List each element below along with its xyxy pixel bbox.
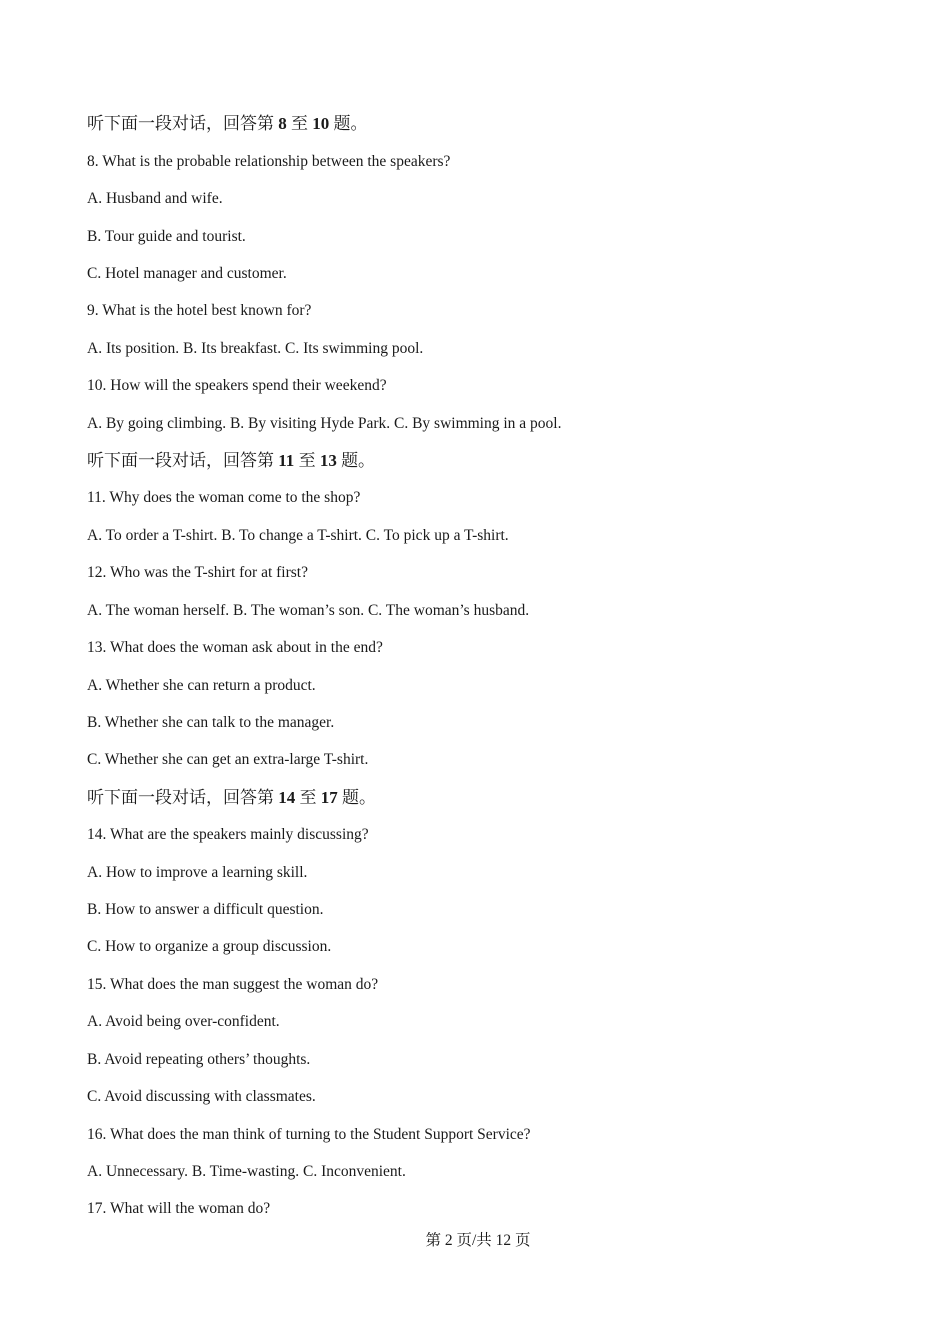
option-text: C. How to organize a group discussion. (87, 938, 332, 955)
option-text: B. Tour guide and tourist. (87, 228, 246, 245)
question-text: 13. What does the woman ask about in the end? (87, 639, 383, 656)
option-text: A. Whether she can return a product. (87, 677, 316, 694)
option-text: A. Its position. B. Its breakfast. C. Its swimming pool. (87, 340, 424, 357)
option-text: A. Unnecessary. B. Time-wasting. C. Inconvenient. (87, 1163, 406, 1180)
option-text: C. Avoid discussing with classmates. (87, 1088, 316, 1105)
question-text: 15. What does the man suggest the woman do? (87, 976, 379, 993)
question-text: 12. Who was the T-shirt for at first? (87, 564, 308, 581)
section-heading: 听下面一段对话，回答第 14 至 17 题。 (87, 788, 376, 807)
option-text: B. Whether she can talk to the manager. (87, 714, 335, 731)
option-text: A. The woman herself. B. The woman’s son. C. The woman’s husband. (87, 602, 530, 619)
question-text: 8. What is the probable relationship between the speakers? (87, 153, 451, 170)
option-text: C. Hotel manager and customer. (87, 265, 287, 282)
option-text: A. By going climbing. B. By visiting Hyde Park. C. By swimming in a pool. (87, 415, 562, 432)
section-heading: 听下面一段对话，回答第 8 至 10 题。 (87, 114, 368, 133)
option-text: A. How to improve a learning skill. (87, 864, 308, 881)
option-text: B. How to answer a difficult question. (87, 901, 324, 918)
option-text: A. Avoid being over-confident. (87, 1013, 280, 1030)
question-text: 11. Why does the woman come to the shop? (87, 489, 361, 506)
question-text: 9. What is the hotel best known for? (87, 302, 312, 319)
option-text: A. To order a T-shirt. B. To change a T-shirt. C. To pick up a T-shirt. (87, 527, 509, 544)
page-footer: 第 2 页/共 12 页 (425, 1232, 531, 1249)
question-text: 16. What does the man think of turning to the Student Support Service? (87, 1126, 531, 1143)
section-heading: 听下面一段对话，回答第 11 至 13 题。 (87, 451, 376, 470)
question-text: 10. How will the speakers spend their weekend? (87, 377, 387, 394)
option-text: B. Avoid repeating others’ thoughts. (87, 1051, 311, 1068)
question-text: 14. What are the speakers mainly discussing? (87, 826, 369, 843)
option-text: A. Husband and wife. (87, 190, 223, 207)
option-text: C. Whether she can get an extra-large T-shirt. (87, 751, 369, 768)
question-text: 17. What will the woman do? (87, 1200, 271, 1217)
